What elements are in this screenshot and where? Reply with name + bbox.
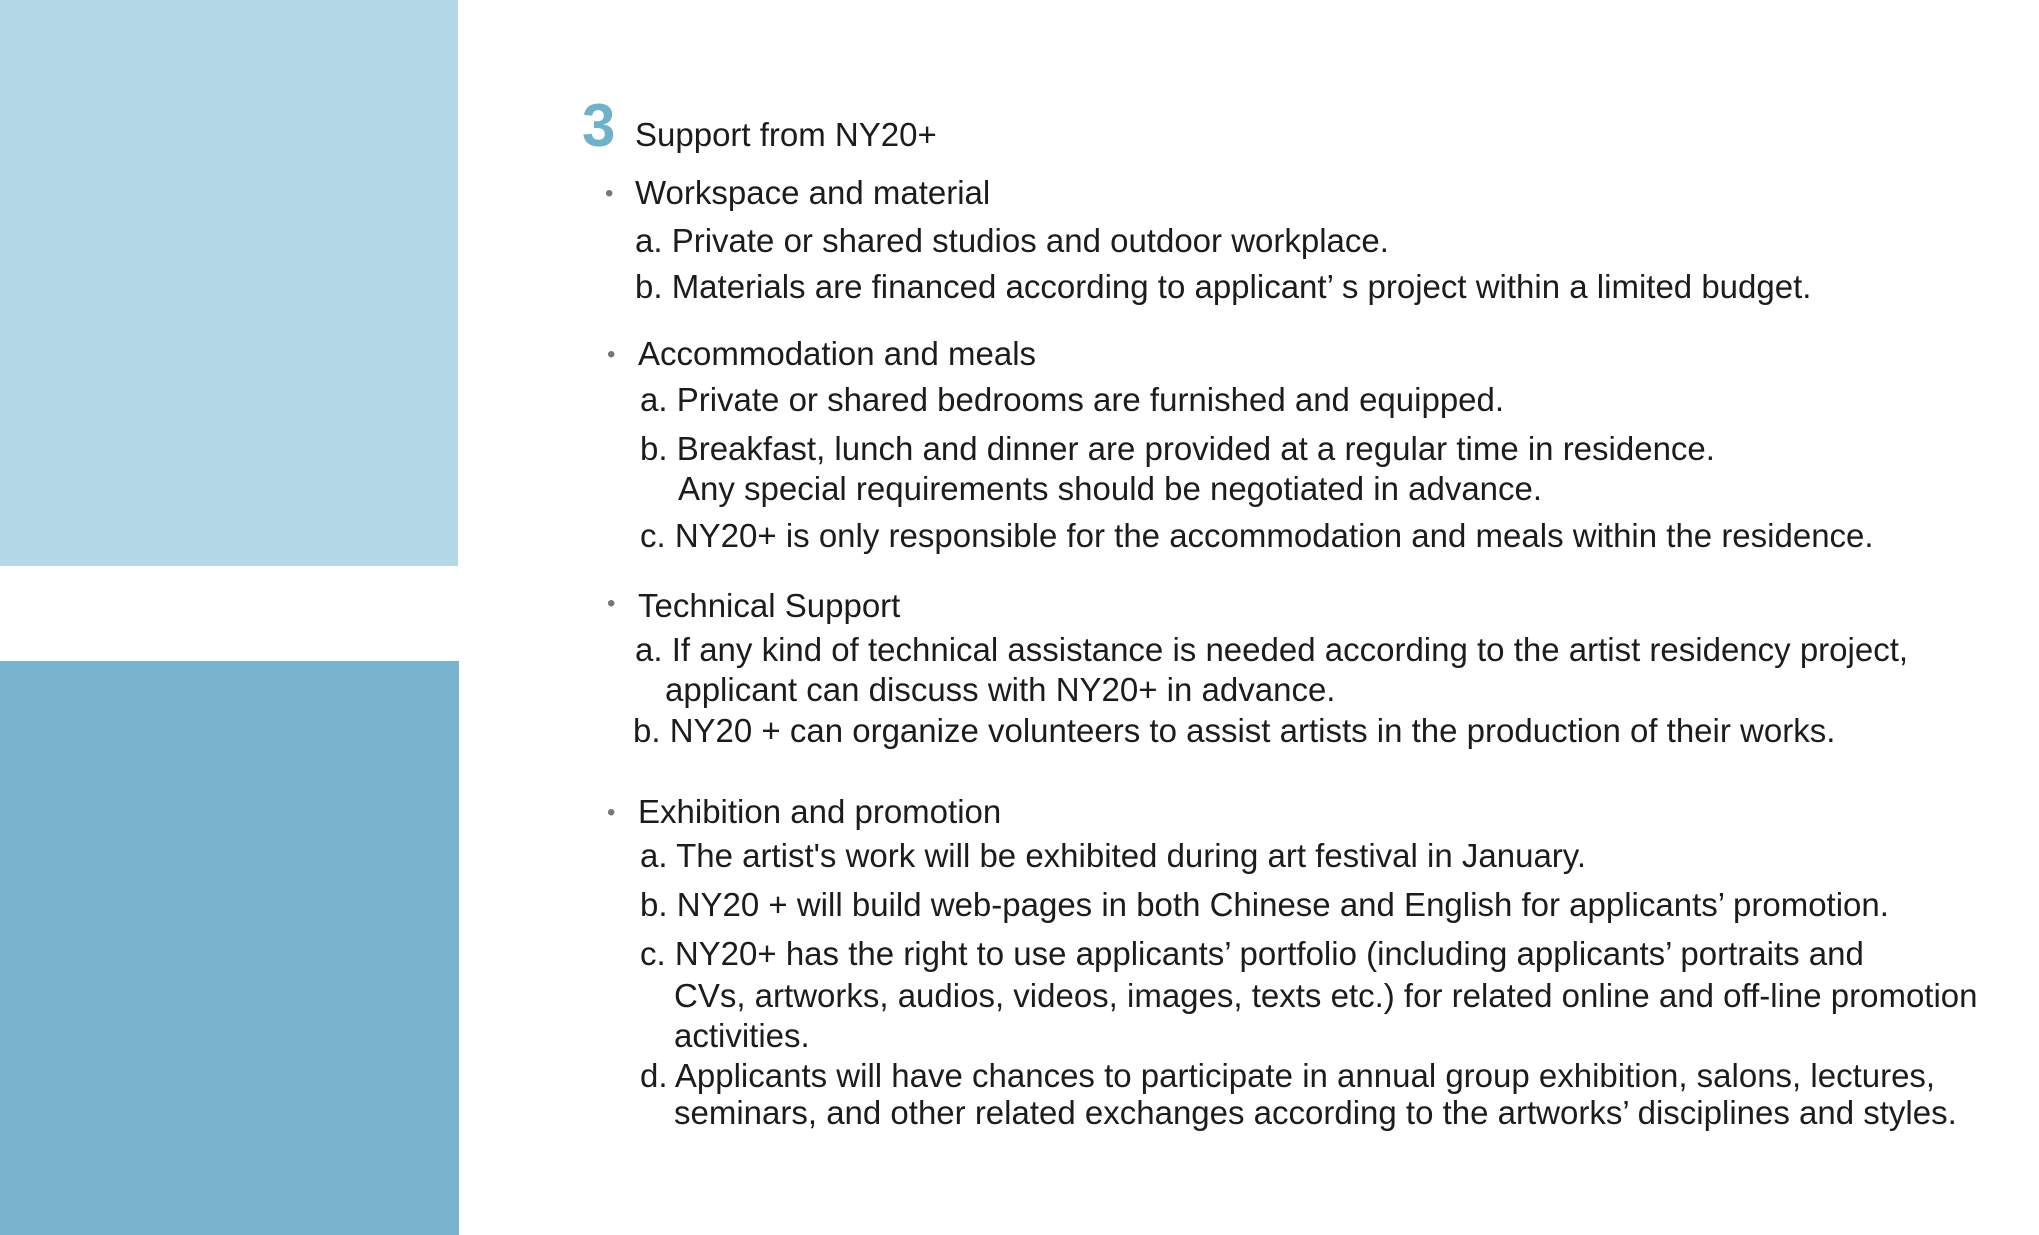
list-item: b. NY20 + can organize volunteers to assist artists in the production of their works. (633, 712, 1836, 749)
list-item: a. If any kind of technical assistance is needed according to the artist residency project, (635, 631, 1909, 668)
list-item-continuation: seminars, and other related exchanges according to the artworks’ disciplines and styles. (674, 1094, 1957, 1131)
bullet-icon: • (605, 180, 614, 207)
list-item: d. Applicants will have chances to participate in annual group exhibition, salons, lectures, (640, 1057, 1936, 1094)
subsection-title-technical: Technical Support (638, 587, 901, 624)
list-item: b. NY20 + will build web-pages in both Chinese and English for applicants’ promotion. (640, 886, 1889, 923)
bullet-icon: • (607, 590, 616, 617)
list-item: b. Materials are financed according to applicant’ s project within a limited budget. (635, 268, 1812, 305)
list-item: a. Private or shared bedrooms are furnished and equipped. (640, 381, 1505, 418)
bullet-icon: • (607, 799, 616, 826)
bullet-icon: • (607, 341, 616, 368)
list-item: a. Private or shared studios and outdoor workplace. (635, 222, 1389, 259)
list-item: a. The artist's work will be exhibited during art festival in January. (640, 837, 1587, 874)
list-item-continuation: CVs, artworks, audios, videos, images, texts etc.) for related online and off-line promotion (674, 977, 1978, 1014)
subsection-title-accommodation: Accommodation and meals (638, 335, 1037, 372)
list-item: b. Breakfast, lunch and dinner are provided at a regular time in residence. (640, 430, 1715, 467)
list-item: c. NY20+ has the right to use applicants’ portfolio (including applicants’ portraits and (640, 935, 1864, 972)
list-item: c. NY20+ is only responsible for the accommodation and meals within the residence. (640, 517, 1874, 554)
subsection-title-exhibition: Exhibition and promotion (638, 793, 1002, 830)
list-item-continuation: applicant can discuss with NY20+ in advance. (665, 671, 1336, 708)
list-item-continuation: Any special requirements should be negotiated in advance. (678, 470, 1543, 507)
section-title: Support from NY20+ (635, 116, 937, 153)
list-item-continuation: activities. (674, 1017, 810, 1054)
subsection-title-workspace: Workspace and material (635, 174, 991, 211)
section-number: 3 (582, 92, 616, 159)
